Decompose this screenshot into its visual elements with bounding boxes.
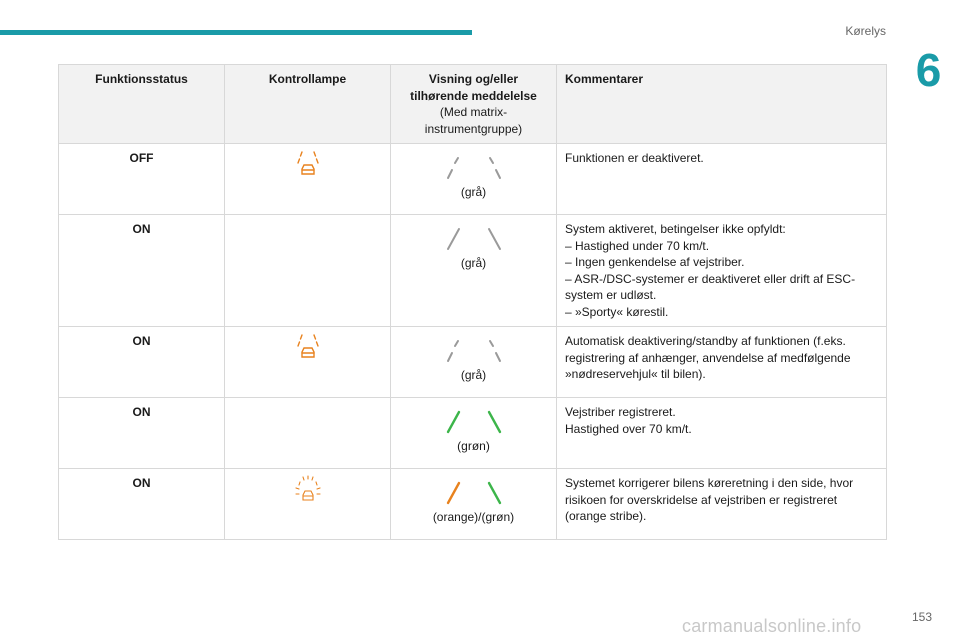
lane-assist-status-table	[58, 64, 887, 540]
lane-assist-flashing-icon	[293, 475, 323, 505]
row-comment: System aktiveret, betingelser ikke opfyldt: – Hastighed under 70 km/t. – Ingen genkendelse af vejstriber. – ASR-/DSC-systemer er deaktiveret eller drift af ESC-system er udløst. – »Sporty« kørestil.	[557, 215, 887, 327]
lane-assist-orange-icon	[293, 333, 323, 363]
lane-lines-orange-green-icon	[442, 481, 506, 507]
display-caption: (grå)	[460, 185, 487, 199]
display-caption: (grøn)	[457, 439, 490, 453]
table-row	[59, 469, 887, 540]
row-status: ON	[59, 215, 225, 327]
lane-lines-green-icon	[442, 410, 506, 436]
header-display-title: Visning og/eller tilhørende meddelelse	[410, 72, 537, 103]
display-caption: (grå)	[460, 256, 487, 270]
table-row	[59, 398, 887, 469]
row-comment: Automatisk deaktivering/standby af funktionen (f.eks. registrering af anhænger, anvendelse af medfølgende »nødreservehjul« til bilen).	[557, 327, 887, 398]
table-row	[59, 327, 887, 398]
table-header-row	[59, 65, 887, 144]
display-caption: (grå)	[460, 368, 487, 382]
row-display	[391, 469, 557, 540]
watermark: carmanualsonline.info	[682, 616, 862, 636]
header-lamp: Kontrollampe	[225, 65, 391, 144]
row-display	[391, 144, 557, 215]
row-status: OFF	[59, 144, 225, 215]
row-display	[391, 327, 557, 398]
table-row	[59, 215, 887, 327]
header-display	[391, 65, 557, 144]
header-status: Funktionsstatus	[59, 65, 225, 144]
header-comment: Kommentarer	[557, 65, 887, 144]
row-status: ON	[59, 327, 225, 398]
header-accent-bar	[0, 30, 472, 35]
header-display-note: (Med matrix-instrumentgruppe)	[424, 105, 523, 136]
lane-assist-orange-icon	[293, 150, 323, 180]
display-caption: (orange)/(grøn)	[432, 510, 515, 524]
row-comment: Systemet korrigerer bilens køreretning i den side, hvor risikoen for overskridelse af vejstriben er registreret (orange stribe).	[557, 469, 887, 540]
row-lamp	[225, 469, 391, 540]
lane-lines-grey-icon	[442, 227, 506, 253]
table-row	[59, 144, 887, 215]
page-number: 153	[911, 610, 932, 624]
lane-lines-grey-dashed-icon	[442, 339, 506, 365]
row-lamp	[225, 327, 391, 398]
row-lamp	[225, 398, 391, 469]
row-display	[391, 215, 557, 327]
row-comment: Vejstriber registreret. Hastighed over 70 km/t.	[557, 398, 887, 469]
row-status: ON	[59, 398, 225, 469]
lane-lines-grey-dashed-icon	[442, 156, 506, 182]
section-title: Kørelys	[845, 24, 886, 38]
chapter-number: 6	[915, 44, 942, 96]
row-status: ON	[59, 469, 225, 540]
row-lamp	[225, 215, 391, 327]
row-lamp	[225, 144, 391, 215]
row-comment: Funktionen er deaktiveret.	[557, 144, 887, 215]
row-display	[391, 398, 557, 469]
